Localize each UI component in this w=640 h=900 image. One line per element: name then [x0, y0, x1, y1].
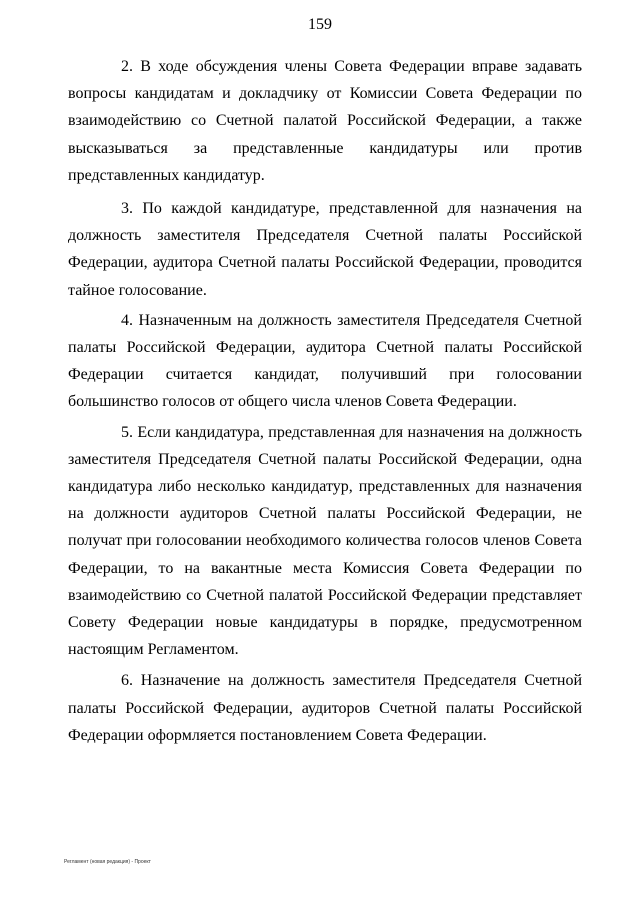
paragraph-6: 6. Назначение на должность заместителя Председателя Счетной палаты Российской Федерации, аудиторов Счетной палаты Российской Федерации оформляется постановлением Совета Федерации. — [68, 672, 582, 744]
paragraph-2: 2. В ходе обсуждения члены Совета Федерации вправе задавать вопросы кандидатам и докладчику от Комиссии Совета Федерации по взаимодействию со Счетной палатой Российской Федерации, а также высказываться за представленные кандидатуры или против представленных кандидатур. — [68, 58, 582, 184]
page-number: 159 — [308, 16, 332, 33]
footer-note: Регламент (новая редакция) - Проект — [64, 859, 151, 865]
document-body — [68, 53, 582, 749]
paragraph-5: 5. Если кандидатура, представленная для назначения на должность заместителя Председателя Счетной палаты Российской Федерации, одна кандидатура либо несколько кандидатур, представленных для назначения на должности аудиторов Счетной палаты Российской Федерации, не получат при голосовании необходимого количества голосов членов Совета Федерации, то на вакантные места Комиссия Совета Федерации по взаимодействию со Счетной палатой Российской Федерации представляет Совету Федерации новые кандидатуры в порядке, предусмотренном настоящим Регламентом. — [68, 423, 582, 659]
paragraph-4: 4. Назначенным на должность заместителя Председателя Счетной палаты Российской Федерации, аудитора Счетной палаты Российской Федерации считается кандидат, получивший при голосовании большинство голосов от общего числа членов Совета Федерации. — [68, 311, 582, 411]
paragraph-3: 3. По каждой кандидатуре, представленной для назначения на должность заместителя Председателя Счетной палаты Российской Федерации, аудитора Счетной палаты Российской Федерации, проводится тайное голосование. — [68, 200, 582, 299]
